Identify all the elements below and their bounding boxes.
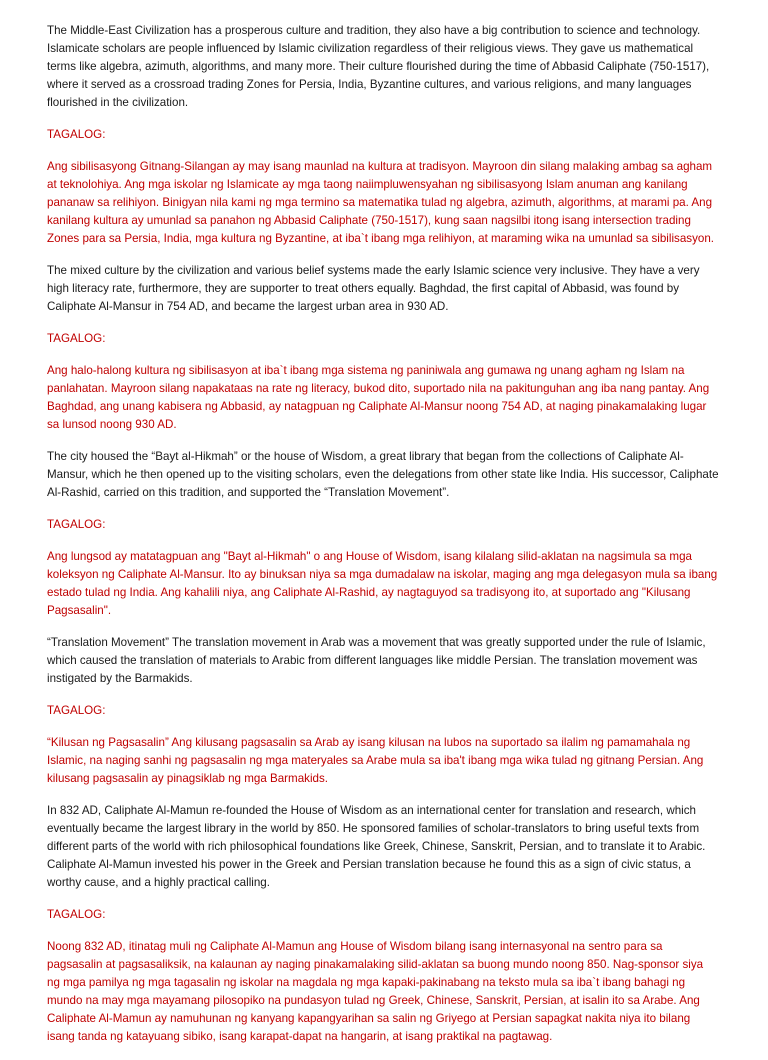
tagalog-label-2: TAGALOG:: [47, 332, 106, 345]
tagalog-label-1: TAGALOG:: [47, 128, 106, 141]
tagalog-label-3: TAGALOG:: [47, 518, 106, 531]
tagalog-label-5: TAGALOG:: [47, 908, 106, 921]
tagalog-paragraph-1: Ang sibilisasyong Gitnang-Silangan ay may isang maunlad na kultura at tradisyon. Mayroon din silang malaking ambag sa agham at teknolohiya. Ang mga iskolar ng Islamicate ay mga taong naiimpluwensyahan ng sibilisasyong Islam anuman ang kanilang pananaw sa relihiyon. Binigyan nila kami ng mga termino sa matematika tulad ng algebra, azimuth, algorithms, at marami pa. Ang kanilang kultura ay umunlad sa panahon ng Abbasid Caliphate (750-1517), kung saan nagsilbi itong isang intersection trading Zones para sa Persia, India, mga kultura ng Byzantine, at iba`t ibang mga relihiyon, at maraming wika na umunlad sa sibilisasyon.: [47, 160, 714, 245]
tagalog-paragraph-5: Noong 832 AD, itinatag muli ng Caliphate Al-Mamun ang House of Wisdom bilang isang internasyonal na sentro para sa pagsasalin at pagsasaliksik, na kalaunan ay naging pinakamalaking silid-aklatan sa buong mundo noong 850. Nag-sponsor siya ng mga pamilya ng mga tagasalin ng iskolar na magdala ng mga kapaki-pakinabang na teksto mula sa iba`t ibang bahagi ng mundo na may mga mayamang pilosopiko na pundasyon tulad ng Greek, Chinese, Sanskrit, Persian, at isalin ito sa Arabe. Ang Caliphate Al-Mamun ay namuhunan ng kanyang kapangyarihan sa salin ng Griyego at Persian sapagkat nakita niya ito bilang isang tanda ng katayuang sibiko, isang karapat-dapat na hangarin, at isang praktikal na pagtawag.: [47, 940, 704, 1043]
english-paragraph-2: The mixed culture by the civilization and various belief systems made the early Islamic science very inclusive. They have a very high literacy rate, furthermore, they are supporter to treat others equally. Baghdad, the first capital of Abbasid, was found by Caliphate Al-Mansur in 754 AD, and became the largest urban area in 930 AD.: [47, 264, 700, 313]
tagalog-paragraph-4: “Kilusan ng Pagsasalin” Ang kilusang pagsasalin sa Arab ay isang kilusan na lubos na suportado sa ilalim ng pamamahala ng Islamic, na naging sanhi ng pagsasalin ng mga materyales sa Arabe mula sa iba't ibang mga wika tulad ng gitnang Persian. Ang kilusang pagsasalin ay pinagsiklab ng mga Barmakids.: [47, 736, 704, 785]
tagalog-paragraph-2: Ang halo-halong kultura ng sibilisasyon at iba`t ibang mga sistema ng paniniwala ang gumawa ng unang agham ng Islam na panlahatan. Mayroon silang napakataas na rate ng literacy, bukod dito, suportado nila na pakitunguhan ang iba nang pantay. Ang Baghdad, ang unang kabisera ng Abbasid, ay natagpuan ng Caliphate Al-Mansur noong 754 AD, at naging pinakamalaking lugar sa lunsod noong 930 AD.: [47, 364, 710, 431]
english-paragraph-1: The Middle-East Civilization has a prosperous culture and tradition, they also have a big contribution to science and technology. Islamicate scholars are people influenced by Islamic civilization regardless of their religious views. They gave us mathematical terms like algebra, azimuth, algorithms, and many more. Their culture flourished during the time of Abbasid Caliphate (750-1517), where it served as a crossroad trading Zones for Persia, India, Byzantine cultures, and various religions, and many languages flourished in the civilization.: [47, 24, 710, 109]
english-paragraph-5: In 832 AD, Caliphate Al-Mamun re-founded the House of Wisdom as an international center for translation and research, which eventually became the largest library in the world by 850. He sponsored families of scholar-translators to bring useful texts from different parts of the world with rich philosophical foundations like Greek, Chinese, Sanskrit, Persian, and to translate it to Arabic. Caliphate Al-Mamun invested his power in the Greek and Persian translation because he found this as a sign of civic status, a worthy cause, and a highly practical calling.: [47, 804, 706, 889]
english-paragraph-3: The city housed the “Bayt al-Hikmah” or the house of Wisdom, a great library that began from the collections of Caliphate Al-Mansur, which he then opened up to the visiting scholars, even the delegations from other state like India. His successor, Caliphate Al-Rashid, carried on this tradition, and supported the “Translation Movement”.: [47, 450, 719, 499]
document-page: [47, 22, 719, 1060]
tagalog-paragraph-3: Ang lungsod ay matatagpuan ang "Bayt al-Hikmah" o ang House of Wisdom, isang kilalang silid-aklatan na nagsimula sa mga koleksyon ng Caliphate Al-Mansur. Ito ay binuksan niya sa mga dumadalaw na iskolar, maging ang mga delegasyon mula sa ibang estado tulad ng India. Ang kahalili niya, ang Caliphate Al-Rashid, ay nagtaguyod sa tradisyong ito, at suportado ang "Kilusang Pagsasalin".: [47, 550, 718, 617]
english-paragraph-4: “Translation Movement” The translation movement in Arab was a movement that was greatly supported under the rule of Islamic, which caused the translation of materials to Arabic from different languages like middle Persian. The translation movement was instigated by the Barmakids.: [47, 636, 706, 685]
tagalog-label-4: TAGALOG:: [47, 704, 106, 717]
